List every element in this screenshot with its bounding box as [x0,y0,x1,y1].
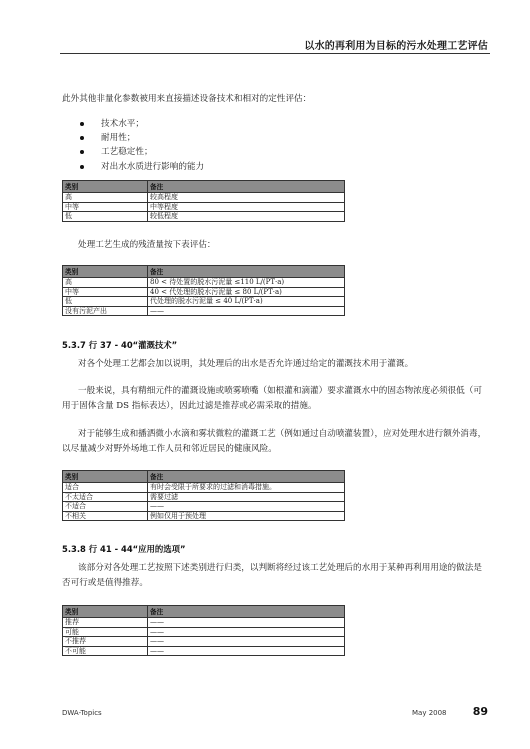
table-row [63,297,345,307]
irrigation-paragraph-3: 对于能够生成和播洒微小水滴和雾状微粒的灌溉工艺（例如通过自动喷灌装置），应对处理水进行额外消毒，以尽量减少对野外场地工作人员和邻近居民的健康风险。 [62,429,487,454]
table-row [63,306,345,316]
category-cell: 高 [63,278,148,288]
remark-cell: 例如仅用于预处理 [148,511,345,521]
bullet-icon [80,136,84,140]
intro-paragraph: 此外其他非量化参数被用来直接描述设备技术和相对的定性评估： [62,94,312,104]
criteria-bullet-list [80,117,204,174]
table-row [63,287,345,297]
table-row [63,646,345,656]
footer-date: May 2008 [412,709,447,717]
remark-cell: —— [148,637,345,647]
column-header-remark: 备注 [148,606,345,618]
column-header-category: 类别 [63,471,148,483]
bullet-item [80,160,204,174]
category-cell: 低 [63,212,148,222]
irrigation-suitability-table [62,470,345,521]
table-row [63,193,345,203]
page-number: 89 [472,705,488,718]
remark-cell: 较高程度 [148,193,345,203]
remark-cell: 需要过滤 [148,492,345,502]
table-row [63,618,345,628]
bullet-text: 耐用性； [101,133,136,144]
bullet-item [80,131,204,145]
category-cell: 中等 [63,202,148,212]
table-row [63,627,345,637]
application-option-table [62,605,345,656]
remark-cell: 80 < 待处置的脱水污泥量 ≤110 L/(PT·a) [148,278,345,288]
column-header-category: 类别 [63,266,148,278]
column-header-category: 类别 [63,606,148,618]
bullet-item [80,145,204,159]
category-cell: 高 [63,193,148,203]
remark-cell: —— [148,646,345,656]
section-heading-application: 5.3.8 行 41 - 44“应用的选项” [62,544,186,554]
sludge-volume-table [62,265,345,316]
category-cell: 没有污泥产出 [63,306,148,316]
table-header-row [63,606,345,618]
category-cell: 不可能 [63,646,148,656]
column-header-category: 类别 [63,181,148,193]
category-cell: 不推荐 [63,637,148,647]
table-row [63,492,345,502]
bullet-text: 对出水水质进行影响的能力 [101,161,205,172]
remark-cell: 有时会受限于所要求的过滤和消毒措施。 [148,483,345,493]
bullet-item [80,117,204,131]
bullet-icon [80,165,84,169]
category-cell: 推荐 [63,618,148,628]
column-header-remark: 备注 [148,471,345,483]
footer-publication: DWA-Topics [62,709,102,717]
application-paragraph: 该部分对各处理工艺按照下述类别进行归类，以判断将经过该工艺处理后的水用于某种再利用用途的做法是否可行或是值得推荐。 [62,563,482,588]
bullet-text: 技术水平； [101,119,144,129]
table-row [63,502,345,512]
running-header-title: 以水的再利用为目标的污水处理工艺评估 [304,41,488,52]
category-cell: 可能 [63,627,148,637]
remark-cell: —— [148,306,345,316]
table-row [63,212,345,222]
remark-cell: 代处理的脱水污泥量 ≤ 40 L/(PT·a) [148,297,345,307]
remark-cell: —— [148,502,345,512]
irrigation-paragraph-2: 一般来说，具有精细元件的灌溉设施或喷雾喷嘴（如根灌和滴灌）要求灌溉水中的固态物浓度必须很低（可用于固体含量 DS 指标表达），因此过滤是推荐或必需采取的措施。 [62,386,482,411]
irrigation-paragraph-1: 对各个处理工艺都会加以说明，其处理后的出水是否允许通过给定的灌溉技术用于灌溉。 [78,359,414,369]
category-cell: 中等 [63,287,148,297]
header-divider [60,53,490,54]
table-row [63,483,345,493]
section-heading-irrigation: 5.3.7 行 37 - 40“灌溉技术” [62,340,178,350]
remark-cell: 中等程度 [148,202,345,212]
table-row [63,278,345,288]
table-header-row [63,266,345,278]
category-cell: 不相关 [63,511,148,521]
sludge-intro-paragraph: 处理工艺生成的残渣量按下表评估： [78,240,216,250]
remark-cell: 较低程度 [148,212,345,222]
bullet-icon [80,122,84,126]
table-row [63,202,345,212]
column-header-remark: 备注 [148,181,345,193]
category-cell: 适合 [63,483,148,493]
table-header-row [63,181,345,193]
table-row [63,637,345,647]
remark-cell: 40 < 代处理的脱水污泥量 ≤ 80 L/(PT·a) [148,287,345,297]
table-row [63,511,345,521]
remark-cell: —— [148,627,345,637]
bullet-icon [80,150,84,154]
column-header-remark: 备注 [148,266,345,278]
bullet-text: 工艺稳定性； [101,147,153,158]
table-header-row [63,471,345,483]
qualitative-rating-table [62,180,345,222]
category-cell: 不适合 [63,502,148,512]
category-cell: 不太适合 [63,492,148,502]
remark-cell: —— [148,618,345,628]
category-cell: 低 [63,297,148,307]
